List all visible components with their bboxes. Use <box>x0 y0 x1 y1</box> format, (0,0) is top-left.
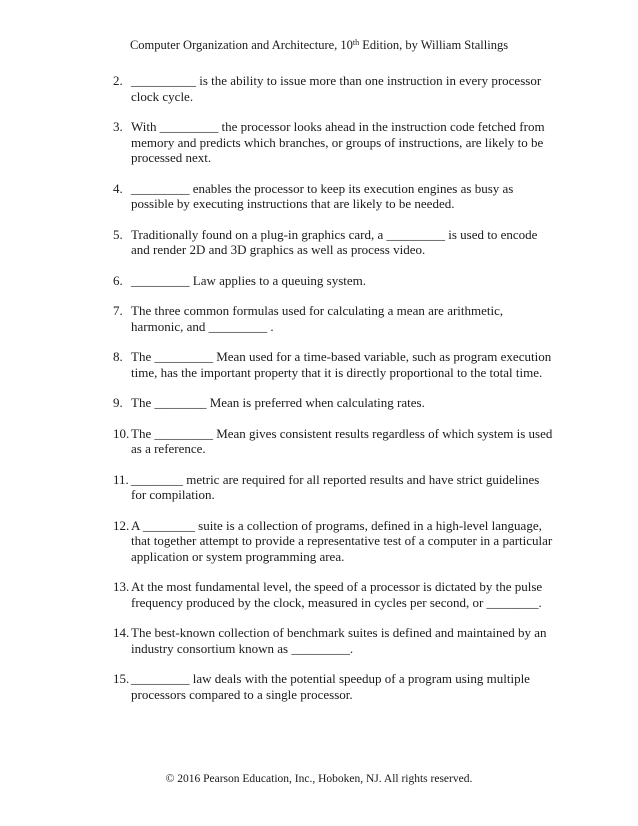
question-text: _________ enables the processor to keep its execution engines as busy as possible by executing instructions that are likely to be needed. <box>131 180 514 211</box>
page-header <box>0 37 638 53</box>
question-text: The best-known collection of benchmark suites is defined and maintained by an industry consortium known as _________. <box>131 625 547 656</box>
question-number: 15. <box>113 671 130 686</box>
question-text: At the most fundamental level, the speed of a processor is dictated by the pulse frequency produced by the clock, measured in cycles per second, or ________. <box>131 579 543 610</box>
question-item <box>113 303 553 334</box>
question-text: The _________ Mean used for a time-based variable, such as program execution time, has the important property that it is directly proportional to the total time. <box>131 349 552 380</box>
header-superscript: th <box>352 38 360 47</box>
question-text: __________ is the ability to issue more than one instruction in every processor clock cycle. <box>131 73 542 104</box>
question-text: With _________ the processor looks ahead in the instruction code fetched from memory and predicts which branches, or groups of instructions, are likely to be processed next. <box>131 119 545 165</box>
question-number: 14. <box>113 625 130 640</box>
question-item <box>113 518 553 565</box>
question-item <box>113 349 553 380</box>
question-number: 4. <box>113 180 123 196</box>
question-item <box>113 273 553 289</box>
question-text: _________ law deals with the potential speedup of a program using multiple processors compared to a single processor. <box>131 671 530 702</box>
question-number: 12. <box>113 517 130 533</box>
question-text: The _________ Mean gives consistent results regardless of which system is used as a reference. <box>131 425 553 456</box>
question-item <box>113 625 553 656</box>
header-text-before: Computer Organization and Architecture, 10 <box>129 38 353 52</box>
question-item <box>113 426 553 457</box>
question-text: A ________ suite is a collection of programs, defined in a high-level language, that together attempt to provide a representative test of a computer in a particular application or system programming area. <box>131 517 553 564</box>
question-number: 9. <box>113 395 123 410</box>
question-number: 8. <box>113 349 123 364</box>
question-text: ________ metric are required for all reported results and have strict guidelines for compilation. <box>131 471 540 502</box>
header-text-after: Edition, by William Stallings <box>359 38 509 52</box>
question-list <box>113 73 553 717</box>
question-text: The ________ Mean is preferred when calculating rates. <box>131 395 425 410</box>
question-number: 7. <box>113 303 123 318</box>
question-item <box>113 395 553 411</box>
question-item <box>113 181 553 212</box>
question-item <box>113 671 553 702</box>
question-item <box>113 227 553 258</box>
question-number: 5. <box>113 226 123 242</box>
question-number: 3. <box>113 119 123 134</box>
question-number: 2. <box>113 73 123 88</box>
question-text: The three common formulas used for calculating a mean are arithmetic, harmonic, and _________ . <box>131 303 504 334</box>
question-item <box>113 579 553 610</box>
question-item <box>113 472 553 503</box>
question-number: 10. <box>113 425 130 441</box>
question-text: _________ Law applies to a queuing system. <box>131 272 367 288</box>
page-footer: © 2016 Pearson Education, Inc., Hoboken, NJ. All rights reserved. <box>165 773 473 785</box>
question-number: 6. <box>113 272 123 288</box>
question-item <box>113 73 553 104</box>
question-number: 11. <box>113 471 129 487</box>
question-text: Traditionally found on a plug-in graphics card, a _________ is used to encode and render 2D and 3D graphics as well as process video. <box>131 226 538 257</box>
question-number: 13. <box>113 579 130 594</box>
question-item <box>113 119 553 166</box>
